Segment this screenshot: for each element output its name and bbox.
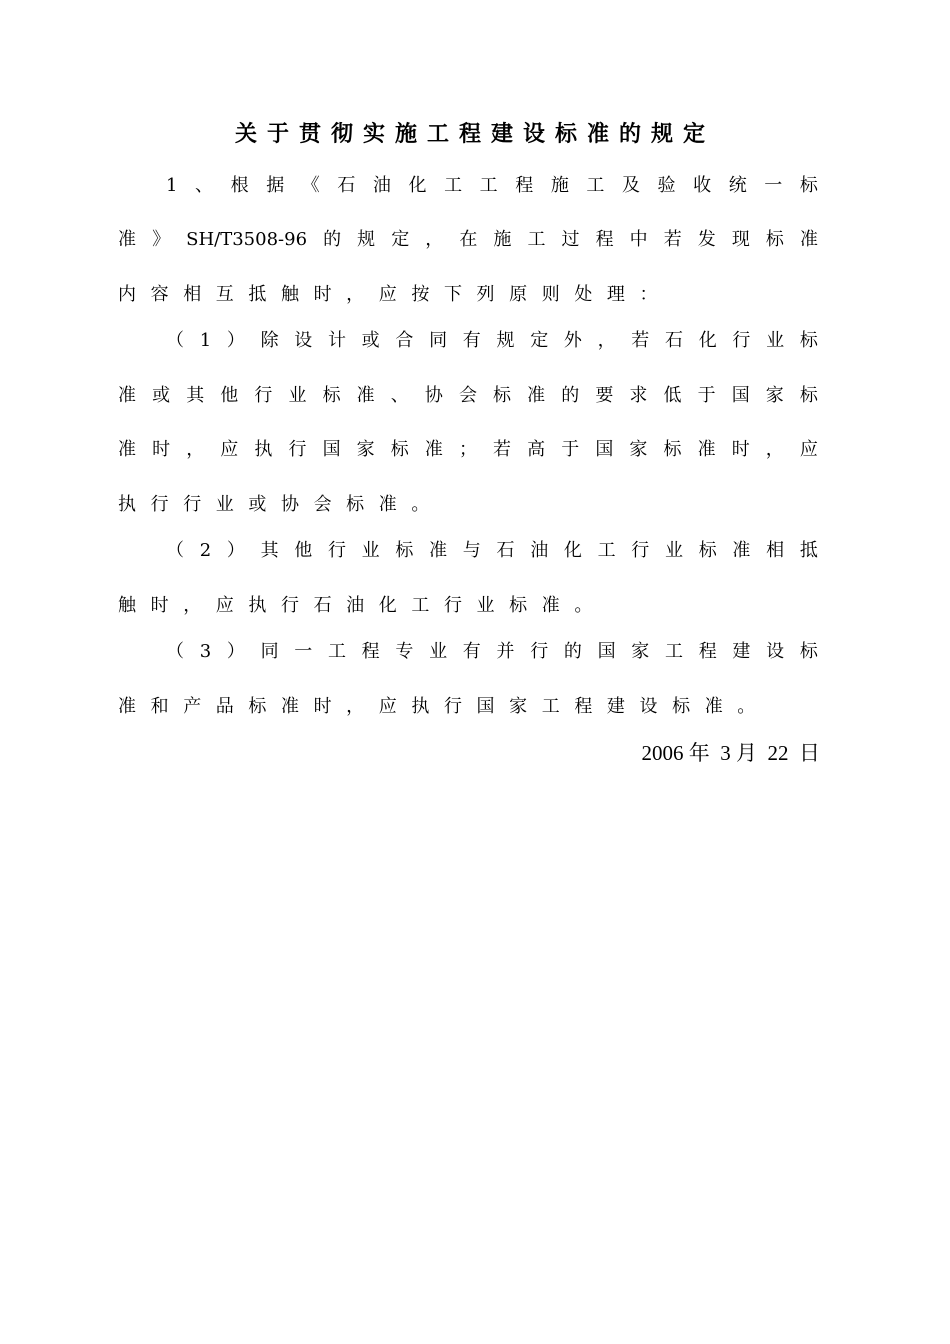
text-glyph: 应 [220,439,239,460]
text-glyph: 应 [378,284,397,305]
text-glyph: 施 [550,175,569,196]
text-glyph: 标 [493,385,512,406]
text-glyph: 设 [766,641,785,662]
text-glyph: 标 [698,540,717,561]
text-glyph: 业 [429,641,448,662]
text-glyph: 标 [390,439,409,460]
text-glyph: 标 [322,385,341,406]
text-glyph: 工 [527,229,546,250]
text-glyph: ； [458,439,477,460]
text-glyph: 计 [327,330,346,351]
text-glyph: 《 [301,175,320,196]
document-title: 关于贯彻实施工程建设标准的规定 [234,122,715,147]
text-glyph: 收 [693,175,712,196]
text-glyph: 专 [395,641,414,662]
text-glyph: 家 [356,439,375,460]
text-glyph: 国 [597,641,616,662]
text-glyph: 。 [574,595,593,616]
text-glyph: 时 [313,284,332,305]
text-glyph: 准 [118,439,136,460]
text-glyph: 国 [322,439,341,460]
text-glyph: 下 [443,284,462,305]
text-glyph: 石 [665,330,683,351]
paragraph-line [118,590,818,622]
text-glyph: 行 [183,494,202,515]
text-glyph: 其 [186,385,205,406]
text-glyph: 内 [118,284,136,305]
text-glyph: 3 [199,641,212,662]
text-glyph: 若 [663,229,682,250]
text-glyph: 标 [799,330,818,351]
text-glyph: 时 [152,439,171,460]
text-glyph: 》 [152,229,171,250]
text-glyph: 行 [288,439,307,460]
text-glyph: ： [639,284,658,305]
text-glyph: 程 [361,641,380,662]
text-glyph: 。 [737,696,756,717]
text-glyph: 规 [357,229,376,250]
paragraph-line [118,489,818,521]
text-glyph: 油 [372,175,391,196]
text-glyph: 工 [597,540,616,561]
text-glyph: 化 [563,540,582,561]
text-glyph: 行 [280,595,299,616]
paragraph-line [118,434,818,466]
text-glyph: 处 [574,284,593,305]
text-glyph: 的 [563,641,582,662]
text-glyph: 标 [663,439,682,460]
text-glyph: 准 [527,385,546,406]
text-glyph: 合 [395,330,414,351]
text-glyph: 应 [378,696,397,717]
text-glyph: 石 [337,175,356,196]
text-glyph: 同 [260,641,279,662]
text-glyph: 其 [260,540,279,561]
text-glyph: 准 [118,229,136,250]
paragraph-line [118,224,818,256]
text-glyph: 或 [361,330,380,351]
text-glyph: 业 [476,595,495,616]
text-glyph: 准 [424,439,443,460]
text-glyph: 1 [199,330,212,351]
text-glyph: 准 [732,540,751,561]
text-glyph: 准 [280,696,299,717]
text-glyph: 容 [150,284,169,305]
text-glyph: 时 [731,439,750,460]
text-glyph: 准 [541,595,560,616]
text-glyph: 品 [215,696,234,717]
text-glyph: ， [346,284,365,305]
text-glyph: SH/T3508-96 [186,229,308,250]
text-glyph: 低 [663,385,682,406]
text-glyph: 触 [280,284,299,305]
text-glyph: ） [226,540,245,561]
text-glyph: 国 [731,385,750,406]
paragraph-line [166,325,818,357]
text-glyph: 标 [346,494,365,515]
text-glyph: 行 [254,385,273,406]
text-glyph: 行 [530,641,549,662]
text-glyph: （ [166,641,184,662]
text-glyph: ， [765,439,784,460]
text-glyph: 化 [408,175,427,196]
text-glyph: 行 [327,540,346,561]
text-glyph: ， [186,439,205,460]
text-glyph: 准 [704,696,723,717]
text-glyph: ， [425,229,444,250]
text-glyph: 工 [327,641,346,662]
text-glyph: 与 [462,540,481,561]
text-glyph: 设 [294,330,313,351]
text-glyph: 石 [496,540,515,561]
text-glyph: 准 [378,494,397,515]
text-glyph: ） [226,641,245,662]
text-glyph: 验 [657,175,676,196]
text-glyph: 标 [672,696,691,717]
paragraph-line [118,380,818,412]
text-glyph: 会 [313,494,332,515]
text-glyph: 业 [766,330,785,351]
text-glyph: ） [226,330,245,351]
text-glyph: 家 [509,696,528,717]
text-glyph: 程 [698,641,717,662]
text-glyph: 业 [288,385,307,406]
text-glyph: 建 [732,641,751,662]
text-glyph: 或 [248,494,267,515]
text-glyph: 时 [313,696,332,717]
text-glyph: 产 [183,696,202,717]
paragraph-line [118,691,818,723]
text-glyph: 工 [665,641,683,662]
text-glyph: 家 [629,439,648,460]
text-glyph: 抵 [799,540,818,561]
text-glyph: 程 [515,175,534,196]
text-glyph: 工 [586,175,605,196]
text-glyph: 和 [150,696,169,717]
text-glyph: 工 [411,595,430,616]
text-glyph: 标 [799,385,818,406]
text-glyph: 或 [152,385,171,406]
text-glyph: 石 [313,595,332,616]
text-glyph: 业 [665,540,683,561]
text-glyph: 于 [697,385,716,406]
text-glyph: 标 [799,641,818,662]
text-glyph: 定 [530,330,549,351]
paragraph-line [166,535,818,567]
paragraph-line [166,170,818,202]
text-glyph: 工 [479,175,498,196]
text-glyph: 应 [799,439,818,460]
text-glyph: 行 [443,595,462,616]
text-glyph: 2 [199,540,212,561]
text-glyph: 互 [215,284,234,305]
text-glyph: 应 [215,595,234,616]
text-glyph: 准 [356,385,375,406]
text-glyph: 执 [254,439,273,460]
text-glyph: 他 [220,385,239,406]
text-glyph: 1 [166,175,178,196]
text-glyph: 标 [395,540,414,561]
text-glyph: 准 [429,540,448,561]
text-glyph: 原 [509,284,528,305]
text-glyph: 工 [541,696,560,717]
text-glyph: 列 [476,284,495,305]
text-glyph: 规 [496,330,515,351]
text-glyph: 行 [150,494,169,515]
text-glyph: ， [183,595,202,616]
text-glyph: 在 [459,229,478,250]
text-glyph: 施 [493,229,512,250]
text-glyph: 行 [732,330,751,351]
text-glyph: 求 [629,385,648,406]
text-glyph: 他 [294,540,313,561]
text-glyph: 准 [697,439,716,460]
text-glyph: 及 [621,175,640,196]
text-glyph: 若 [493,439,512,460]
text-glyph: 协 [424,385,443,406]
text-glyph: 根 [230,175,249,196]
text-glyph: 一 [294,641,313,662]
text-glyph: 有 [462,641,481,662]
text-glyph: 同 [429,330,448,351]
text-glyph: 中 [629,229,648,250]
text-glyph: 一 [764,175,783,196]
text-glyph: 执 [411,696,430,717]
text-glyph: 标 [765,229,784,250]
text-glyph: 行 [631,540,650,561]
text-glyph: 准 [799,229,818,250]
text-glyph: 现 [731,229,750,250]
text-glyph: 于 [561,439,580,460]
text-glyph: 并 [496,641,515,662]
text-glyph: 、 [390,385,409,406]
text-glyph: ， [346,696,365,717]
text-glyph: 则 [541,284,560,305]
text-glyph: 若 [631,330,650,351]
text-glyph: 化 [698,330,717,351]
text-glyph: 国 [595,439,614,460]
text-glyph: 业 [215,494,234,515]
text-glyph: 工 [444,175,463,196]
text-glyph: 国 [476,696,495,717]
text-glyph: 时 [150,595,169,616]
text-glyph: 过 [561,229,580,250]
text-glyph: 发 [697,229,716,250]
text-glyph: 理 [606,284,625,305]
text-glyph: 标 [248,696,267,717]
text-glyph: 除 [260,330,279,351]
text-glyph: 准 [118,696,136,717]
text-glyph: 定 [391,229,410,250]
text-glyph: 标 [799,175,818,196]
text-glyph: 、 [195,175,214,196]
text-glyph: 油 [530,540,549,561]
text-glyph: 设 [639,696,658,717]
text-glyph: 触 [118,595,136,616]
text-glyph: 的 [323,229,342,250]
document-date: 2006 年 3 月 22 日 [641,741,820,765]
text-glyph: 高 [527,439,546,460]
text-glyph: 相 [766,540,785,561]
text-glyph: 按 [411,284,430,305]
text-glyph: 建 [606,696,625,717]
text-glyph: 标 [509,595,528,616]
text-glyph: 有 [462,330,481,351]
text-glyph: 相 [183,284,202,305]
text-glyph: 油 [346,595,365,616]
text-glyph: 业 [361,540,380,561]
text-glyph: 准 [118,385,136,406]
text-glyph: 抵 [248,284,267,305]
text-glyph: 化 [378,595,397,616]
text-glyph: 执 [118,494,136,515]
text-glyph: 行 [443,696,462,717]
text-glyph: 据 [266,175,285,196]
paragraph-line [166,636,818,668]
text-glyph: 的 [561,385,580,406]
text-glyph: 会 [458,385,477,406]
text-glyph: （ [166,540,184,561]
text-glyph: 统 [728,175,747,196]
text-glyph: ， [597,330,616,351]
text-glyph: 外 [563,330,582,351]
paragraph-line [118,279,818,311]
text-glyph: 执 [248,595,267,616]
text-glyph: 协 [280,494,299,515]
text-glyph: 。 [411,494,430,515]
text-glyph: 家 [765,385,784,406]
text-glyph: 程 [574,696,593,717]
text-glyph: （ [166,330,184,351]
text-glyph: 要 [595,385,614,406]
text-glyph: 程 [595,229,614,250]
text-glyph: 家 [631,641,650,662]
